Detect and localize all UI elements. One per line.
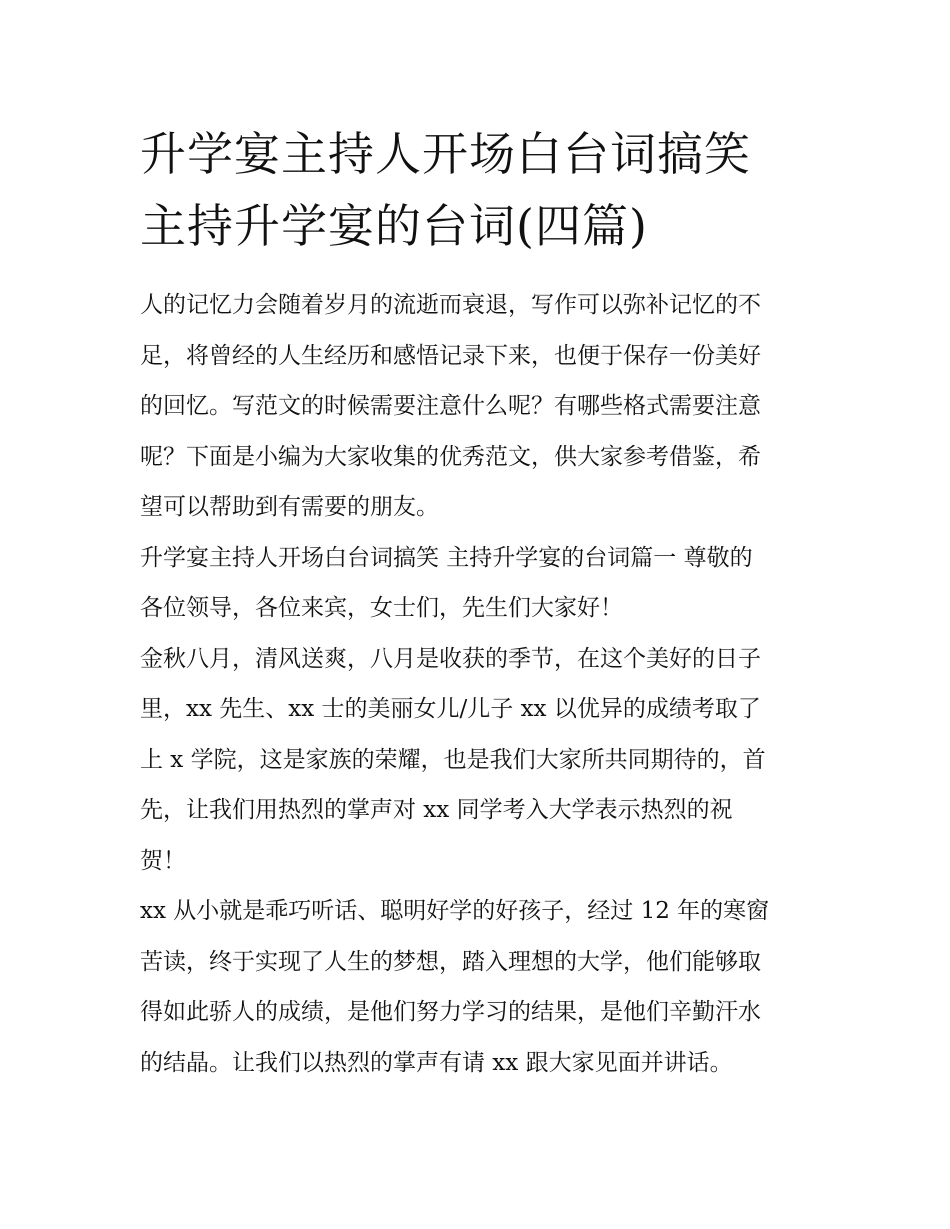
text-line: 的回忆。写范文的时候需要注意什么呢？有哪些格式需要注意 [140,393,761,419]
text-line: 人的记忆力会随着岁月的流逝而衰退，写作可以弥补记忆的不 [140,292,761,318]
text-line: 先，让我们用热烈的掌声对 xx 同学考入大学表示热烈的祝 [140,797,733,823]
text-line: 各位领导，各位来宾，女士们，先生们大家好！ [140,595,623,621]
title-line: 升学宴主持人开场白台词搞笑 [140,127,751,181]
paragraph-greeting [140,533,820,634]
text-line: 的结晶。让我们以热烈的掌声有请 xx 跟大家见面并讲话。 [140,1049,733,1076]
text-line: 升学宴主持人开场白台词搞笑 主持升学宴的台词篇一 尊敬的 [140,544,753,571]
text-line: 苦读，终于实现了人生的梦想，踏入理想的大学，他们能够取 [140,948,761,975]
text-line: xx 从小就是乖巧听话、聪明好学的好孩子，经过 12 年的寒窗 [140,898,770,924]
text-line: 呢？下面是小编为大家收集的优秀范文，供大家参考借鉴，希 [140,443,761,470]
text-line: 金秋八月，清风送爽，八月是收获的季节，在这个美好的日子 [140,645,761,672]
text-line: 上 x 学院，这是家族的荣耀，也是我们大家所共同期待的，首 [140,746,766,773]
text-line: 望可以帮助到有需要的朋友。 [140,494,439,520]
paragraph-intro [140,280,820,533]
title-line: 主持升学宴的台词(四篇) [140,199,648,253]
document-body [140,280,820,1088]
text-line: 得如此骄人的成绩，是他们努力学习的结果，是他们辛勤汗水 [140,999,761,1025]
text-line: 足，将曾经的人生经历和感悟记录下来，也便于保存一份美好 [140,342,761,369]
text-line: 贺！ [140,847,186,874]
paragraph-student [140,886,820,1088]
paragraph-autumn [140,634,820,887]
document-title [140,118,840,262]
text-line: 里，xx 先生、xx 士的美丽女儿/儿子 xx 以优异的成绩考取了 [140,696,761,722]
